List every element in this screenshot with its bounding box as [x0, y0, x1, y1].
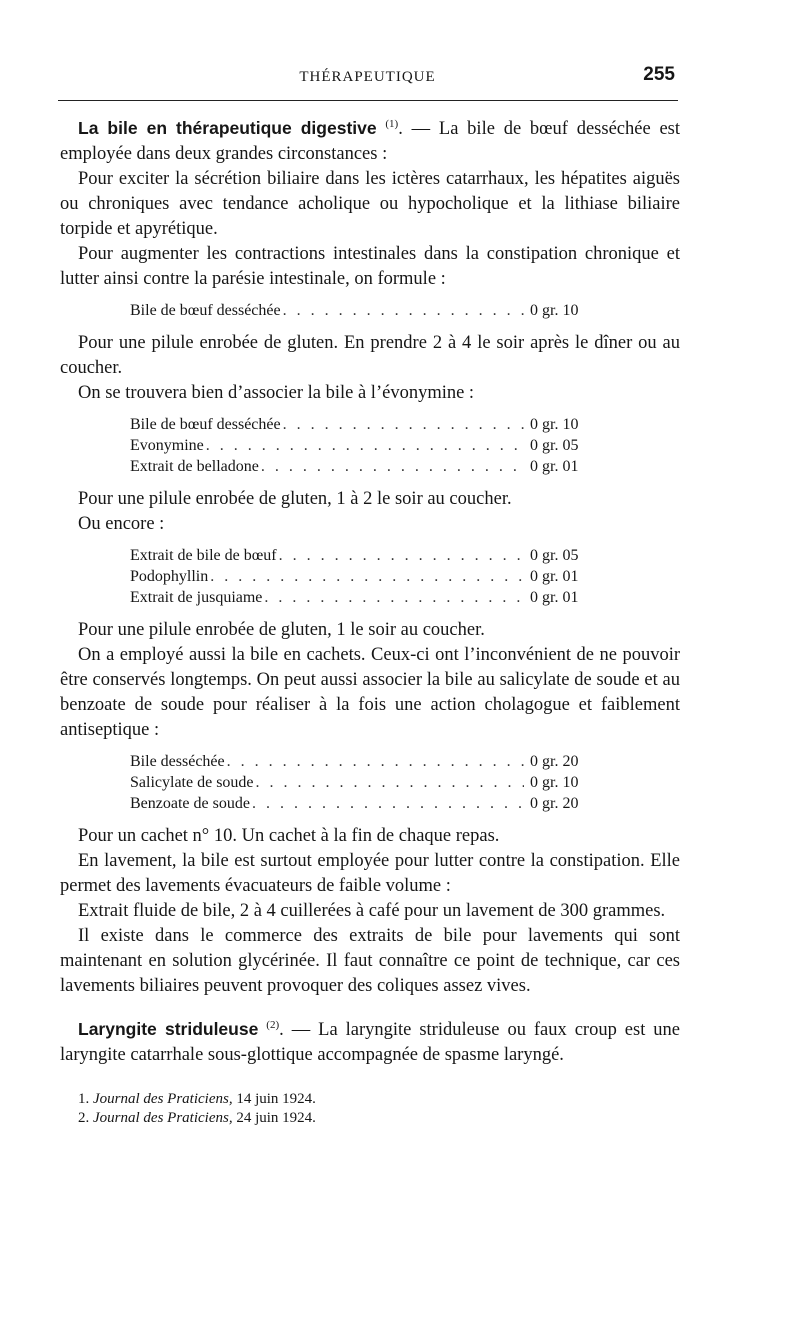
footnote-2: 2. Journal des Praticiens, 24 juin 1924. — [78, 1110, 316, 1126]
formula-line: Evonymine . . . 0 gr. 05 — [130, 435, 600, 456]
leader-dots — [279, 545, 524, 566]
body-text — [60, 116, 680, 1128]
paragraph: Pour augmenter les contractions intestinales dans la constipation chronique et lutter ainsi contre la parésie intestinale, on formule : — [60, 244, 680, 289]
leader-dots — [261, 456, 524, 477]
formula-line: Extrait de bile de bœuf . . . 0 gr. 05 — [130, 545, 600, 566]
section-heading-bile: La bile en thérapeutique digestive — [78, 118, 377, 138]
formula-2 — [130, 414, 600, 477]
leader-dots — [283, 414, 524, 435]
formula-4 — [130, 751, 600, 814]
formula-line: Extrait de belladone . . . 0 gr. 01 — [130, 456, 600, 477]
paragraph: Il existe dans le commerce des extraits de bile pour lavements qui sont maintenant en solution glycérinée. Il faut connaître ce point de technique, car ces lavements biliaires peuvent provoquer des coliques assez vives. — [60, 926, 680, 996]
header-rule — [58, 100, 678, 101]
paragraph: Ou encore : — [78, 514, 165, 534]
formula-line: Benzoate de soude . . . 0 gr. 20 — [130, 793, 600, 814]
formula-3 — [130, 545, 600, 608]
paragraph: Pour une pilule enrobée de gluten. En prendre 2 à 4 le soir après le dîner ou au coucher. — [60, 333, 680, 378]
formula-line: Bile de bœuf desséchée . . . 0 gr. 10 — [130, 300, 600, 321]
page-number: 255 — [643, 64, 675, 85]
page-header — [60, 64, 675, 94]
leader-dots — [252, 793, 524, 814]
paragraph: Pour une pilule enrobée de gluten, 1 à 2 le soir au coucher. — [78, 489, 512, 509]
formula-line: Salicylate de soude . . . 0 gr. 10 — [130, 772, 600, 793]
footnote-1: 1. Journal des Praticiens, 14 juin 1924. — [78, 1091, 316, 1107]
leader-dots — [256, 772, 524, 793]
formula-line: Bile desséchée . . . 0 gr. 20 — [130, 751, 600, 772]
section-heading-laryngite: Laryngite striduleuse — [78, 1019, 259, 1039]
running-title: THÉRAPEUTIQUE — [299, 69, 436, 85]
section-bile-intro: La bile en thérapeutique digestive $^{(1)}$. — La bile de bœuf desséchée est employée dans deux grandes circonstances : — [60, 117, 680, 164]
formula-line: Bile de bœuf desséchée . . . 0 gr. 10 — [130, 414, 600, 435]
paragraph: On a employé aussi la bile en cachets. Ceux-ci ont l’inconvénient de ne pouvoir être conservés longtemps. On peut aussi associer la bile au salicylate de soude et au benzoate de soude pour réaliser à la fois une action cholagogue et faiblement antiseptique : — [60, 645, 680, 740]
section-spacer — [60, 999, 680, 1017]
footnotes — [78, 1090, 680, 1128]
paragraph: Pour un cachet n° 10. Un cachet à la fin de chaque repas. — [78, 826, 500, 846]
leader-dots — [227, 751, 524, 772]
leader-dots — [206, 435, 524, 456]
paragraph: En lavement, la bile est surtout employée pour lutter contre la constipation. Elle permet des lavements évacuateurs de faible volume : — [60, 851, 680, 896]
formula-line: Podophyllin . . . 0 gr. 01 — [130, 566, 600, 587]
leader-dots — [264, 587, 524, 608]
paragraph: Pour exciter la sécrétion biliaire dans les ictères catarrhaux, les hépatites aiguës ou chroniques avec tendance acholique ou hypocholique et la lithiase biliaire torpide et apyrétique. — [60, 169, 680, 239]
footnote-ref: (2) — [266, 1018, 280, 1031]
formula-line: Extrait de jusquiame . . . 0 gr. 01 — [130, 587, 600, 608]
footnote-ref: (1) — [385, 117, 399, 130]
leader-dots — [210, 566, 524, 587]
formula-1 — [130, 300, 600, 321]
leader-dots — [283, 300, 524, 321]
paragraph: Pour une pilule enrobée de gluten, 1 le soir au coucher. — [78, 620, 485, 640]
paragraph: Extrait fluide de bile, 2 à 4 cuillerées à café pour un lavement de 300 grammes. — [78, 901, 666, 921]
section-laryngite: Laryngite striduleuse $^{(2)}$. — La laryngite striduleuse ou faux croup est une laryngite catarrhale sous-glottique accompagnée de spasme laryngé. — [60, 1018, 681, 1065]
paragraph: On se trouvera bien d’associer la bile à l’évonymine : — [78, 383, 475, 403]
